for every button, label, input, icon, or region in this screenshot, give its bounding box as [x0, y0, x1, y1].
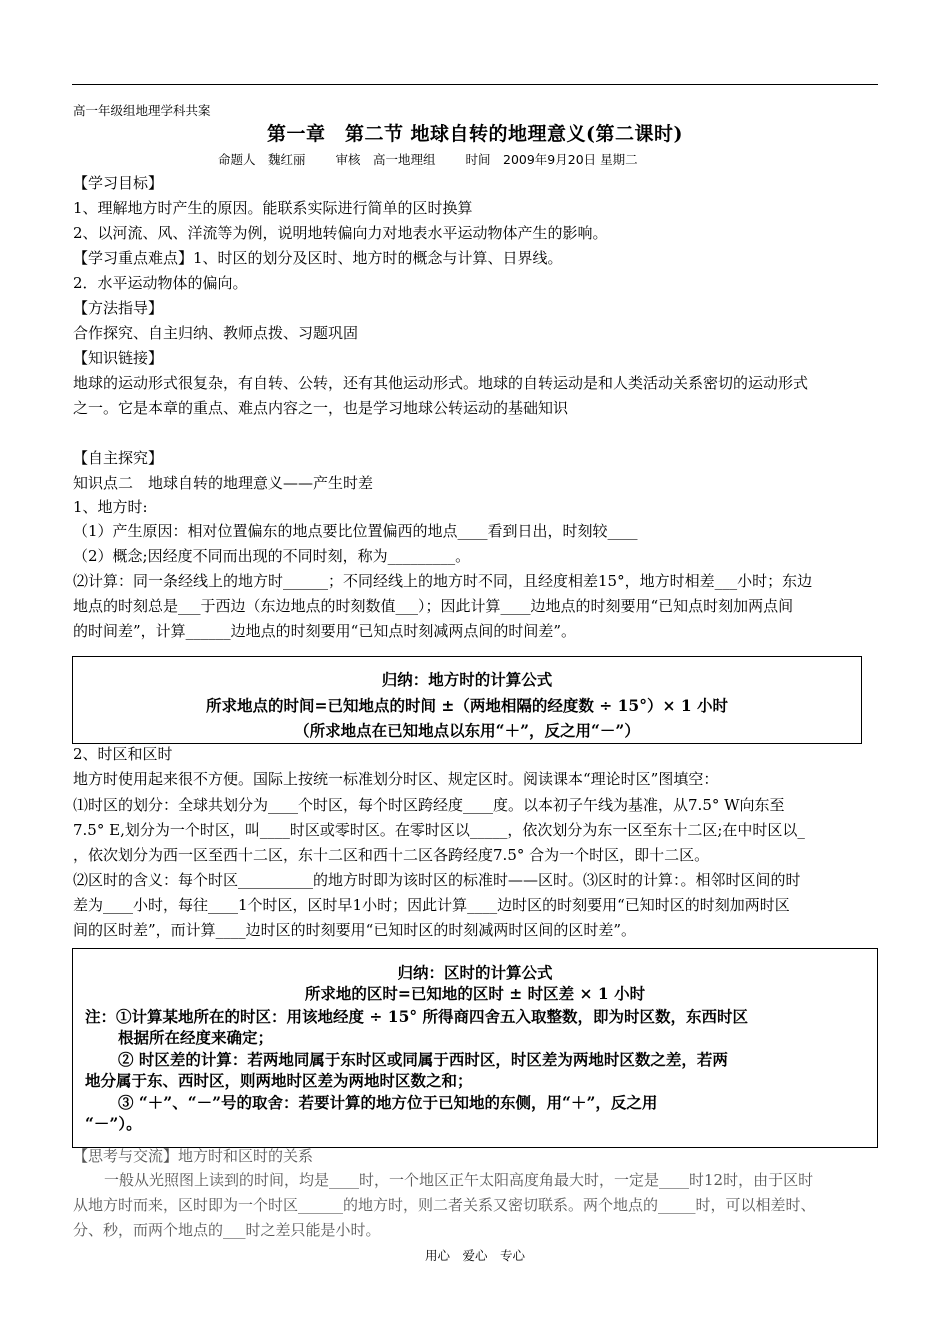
box2-note-1b: 根据所在经度来确定；	[118, 1028, 274, 1047]
zone-division-3: ，依次划分为西一区至西十二区，东十二区和西十二区各跨经度7.5° 合为一个时区，即十二区。	[73, 846, 710, 864]
knowledge-link-line-2: 之一。它是本章的重点、难点内容之一，也是学习地球公转运动的基础知识	[73, 399, 569, 417]
goals-heading: 【学习目标】	[73, 174, 164, 192]
local-time-concept: （2）概念;因经度不同而出现的不同时刻，称为_________。	[73, 547, 471, 565]
knowledge-link-heading: 【知识链接】	[73, 349, 164, 367]
think-line-2: 从地方时而来，区时即为一个时区______的地方时，则二者关系又密切联系。两个地点的_____时，可以相差时、	[73, 1196, 816, 1214]
doc-meta	[218, 150, 664, 168]
goal-item-1: 1、理解地方时产生的原因。能联系实际进行简单的区时换算	[73, 199, 473, 217]
doc-group-label: 高一年级组地理学科共案	[73, 103, 211, 118]
local-time-formula-box	[72, 656, 862, 744]
local-time-cause: （1）产生原因：相对位置偏东的地点要比位置偏西的地点____看到日出，时刻较____	[73, 522, 638, 540]
box2-note-2a: ② 时区差的计算：若两地同属于东时区或同属于西时区，时区差为两地时区数之差，若两	[118, 1050, 728, 1069]
think-line-3: 分、秒，而两个地点的___时之差只能是小时。	[73, 1221, 381, 1239]
goal-item-2: 2、以河流、风、洋流等为例，说明地转偏向力对地表水平运动物体产生的影响。	[73, 224, 608, 242]
explore-heading: 【自主探究】	[73, 449, 164, 467]
zone-intro: 地方时使用起来很不方便。国际上按统一标准划分时区、规定区时。阅读课本“理论时区”图填空：	[73, 770, 719, 788]
box2-formula: 所求地的区时=已知地的区时 ± 时区差 × 1 小时	[304, 984, 646, 1003]
box2-note-3b: “－”）。	[85, 1114, 142, 1133]
zone-heading: 2、时区和区时	[73, 745, 173, 763]
page-footer: 用心 爱心 专心	[424, 1248, 525, 1263]
box2-note-2b: 地分属于东、西时区，则两地时区差为两地时区数之和；	[85, 1071, 473, 1090]
zone-division-1: ⑴时区的划分：全球共划分为____个时区，每个时区跨经度____度。以本初子午线为基准，从7.5° W向东至	[73, 796, 785, 814]
reviewer: 审核 高一地理组	[335, 152, 436, 167]
box2-note-1a: 注：①计算某地所在的时区：用该地经度 ÷ 15° 所得商四舍五入取整数，即为时区数，东西时区	[85, 1007, 748, 1026]
date: 时间 2009年9月20日 星期二	[465, 152, 638, 167]
header-rule	[72, 84, 878, 85]
zone-meaning-2: 差为____小时，每往____1个时区，区时早1小时；因此计算____边时区的时刻要用“已知时区的时刻加两时区	[73, 896, 790, 914]
local-time-calc-3: 的时间差”，计算______边地点的时刻要用“已知点时刻减两点间的时间差”。	[73, 622, 577, 640]
methods-text: 合作探究、自主归纳、教师点拨、习题巩固	[73, 324, 359, 342]
page-title: 第一章 第二节 地球自转的地理意义(第二课时)	[266, 123, 684, 145]
zone-meaning-3: 间的区时差”，而计算____边时区的时刻要用“已知时区的时刻减两时区间的区时差”。	[73, 921, 637, 939]
knowledge-link-line-1: 地球的运动形式很复杂，有自转、公转，还有其他运动形式。地球的自转运动是和人类活动关系密切的运动形式	[73, 374, 809, 392]
box1-note: （所求地点在已知地点以东用“＋”，反之用“－”）	[294, 721, 640, 740]
box1-title: 归纳：地方时的计算公式	[381, 670, 553, 689]
box2-title: 归纳：区时的计算公式	[397, 963, 553, 982]
zone-division-2: 7.5° E,划分为一个时区，叫____时区或零时区。在零时区以_____，依次划分为东一区至东十二区;在中时区以_	[73, 821, 805, 839]
think-line-1: 一般从光照图上读到的时间，均是____时，一个地区正午太阳高度角最大时，一定是____时12时，由于区时	[104, 1171, 814, 1189]
author: 命题人 魏红丽	[218, 152, 306, 167]
knowledge-point: 知识点二 地球自转的地理意义——产生时差	[73, 474, 374, 492]
zone-meaning-1: ⑵区时的含义：每个时区__________的地方时即为该时区的标准时——区时。⑶区时的计算：。相邻时区间的时	[73, 871, 801, 889]
local-time-calc-1: ⑵计算：同一条经线上的地方时______；不同经线上的地方时不同，且经度相差15°，地方时相差___小时；东边	[73, 572, 813, 590]
think-heading: 【思考与交流】地方时和区时的关系	[73, 1147, 314, 1165]
methods-heading: 【方法指导】	[73, 299, 164, 317]
local-time-heading: 1、地方时:	[73, 498, 148, 516]
key-points-line-2: 2．水平运动物体的偏向。	[73, 274, 248, 292]
box1-formula: 所求地点的时间=已知地点的时间 ±（两地相隔的经度数 ÷ 15°）× 1 小时	[205, 696, 729, 715]
zone-time-formula-box	[72, 948, 878, 1148]
local-time-calc-2: 地点的时刻总是___于西边（东边地点的时刻数值___）；因此计算____边地点的时刻要用“已知点时刻加两点间	[73, 597, 794, 615]
key-points-line-1: 【学习重点难点】1、时区的划分及区时、地方时的概念与计算、日界线。	[73, 249, 563, 267]
box2-note-3a: ③ “＋”、“－”号的取舍：若要计算的地方位于已知地的东侧，用“＋”，反之用	[118, 1093, 658, 1112]
